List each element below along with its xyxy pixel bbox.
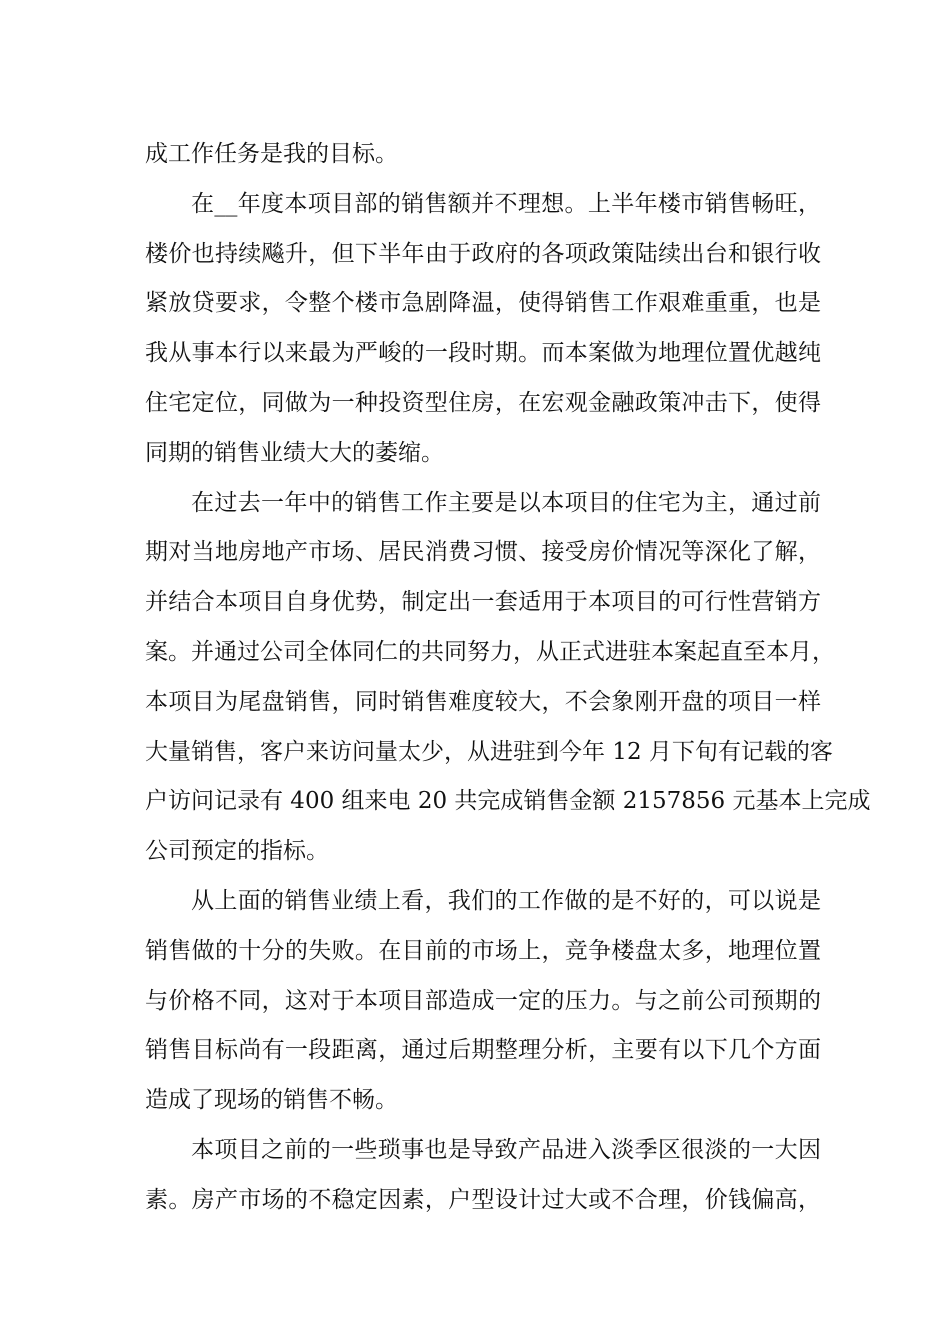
paragraph-line: 与价格不同，这对于本项目部造成一定的压力。与之前公司预期的 [145, 987, 821, 1014]
paragraph-line: 期对当地房地产市场、居民消费习惯、接受房价情况等深化了解， [145, 539, 821, 566]
paragraph-line: 并结合本项目自身优势，制定出一套适用于本项目的可行性营销方 [145, 589, 821, 616]
paragraph-line: 在过去一年中的销售工作主要是以本项目的住宅为主，通过前 [191, 489, 821, 516]
paragraph-line: 销售目标尚有一段距离，通过后期整理分析，主要有以下几个方面 [145, 1037, 821, 1064]
paragraph-line: 楼价也持续飚升，但下半年由于政府的各项政策陆续出台和银行收 [145, 240, 821, 267]
paragraph-line: 住宅定位，同做为一种投资型住房，在宏观金融政策冲击下，使得 [145, 389, 821, 416]
document-body [145, 130, 871, 1226]
paragraph-line: 同期的销售业绩大大的萎缩。 [145, 439, 444, 466]
paragraph-line: 案。并通过公司全体同仁的共同努力，从正式进驻本案起直至本月， [145, 638, 835, 665]
paragraph-line: 在__年度本项目部的销售额并不理想。上半年楼市销售畅旺， [191, 190, 821, 217]
paragraph-line: 本项目为尾盘销售，同时销售难度较大，不会象刚开盘的项目一样 [145, 688, 821, 715]
paragraph-line: 本项目之前的一些琐事也是导致产品进入淡季区很淡的一大因 [191, 1136, 821, 1163]
paragraph-line: 紧放贷要求，令整个楼市急剧降温，使得销售工作艰难重重，也是 [145, 290, 821, 317]
paragraph-line: 造成了现场的销售不畅。 [145, 1087, 398, 1114]
paragraph-line: 销售做的十分的失败。在目前的市场上，竞争楼盘太多，地理位置 [145, 937, 821, 964]
paragraph-line: 从上面的销售业绩上看，我们的工作做的是不好的，可以说是 [191, 887, 821, 914]
paragraph-line: 成工作任务是我的目标。 [145, 141, 398, 167]
paragraph-line: 我从事本行以来最为严峻的一段时期。而本案做为地理位置优越纯 [145, 340, 821, 367]
paragraph-line: 素。房产市场的不稳定因素，户型设计过大或不合理，价钱偏高， [145, 1186, 821, 1213]
paragraph-line: 大量销售，客户来访问量太少，从进驻到今年 12 月下旬有记载的客 [145, 738, 833, 765]
paragraph-line: 公司预定的指标。 [145, 838, 329, 865]
paragraph-line: 户访问记录有 400 组来电 20 共完成销售金额 2157856 元基本上完成 [145, 788, 871, 815]
